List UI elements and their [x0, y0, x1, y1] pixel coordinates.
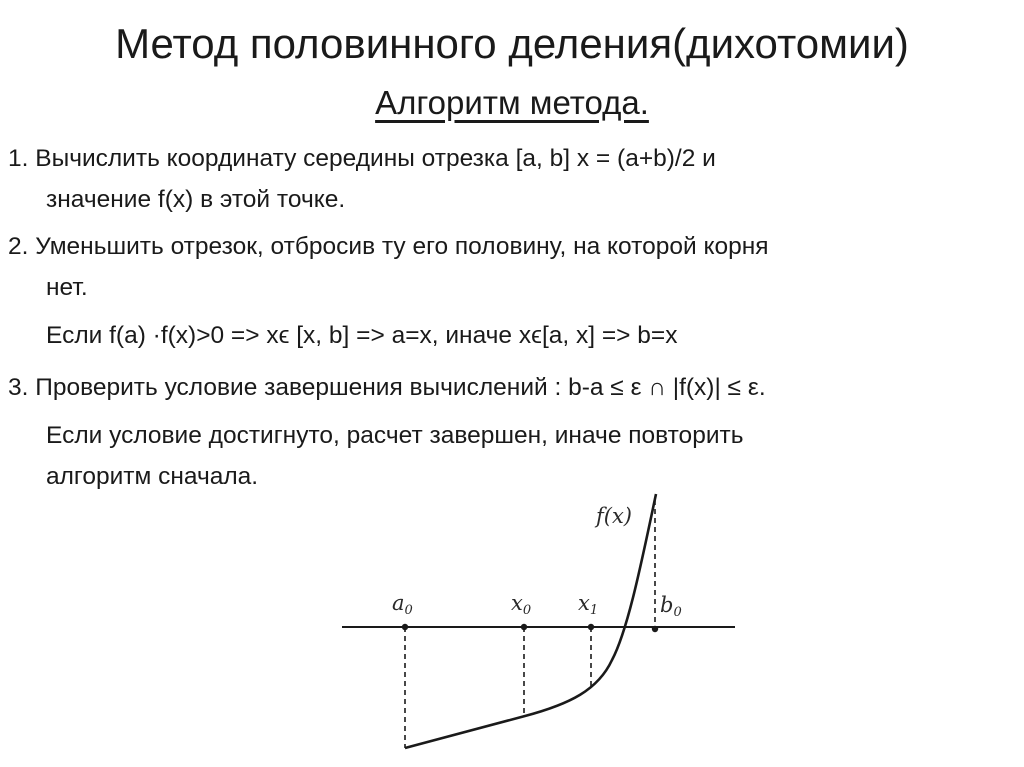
step-3-line-3: алгоритм сначала. — [46, 463, 259, 490]
x0-label: x0 — [511, 591, 532, 618]
a0-point — [402, 624, 408, 630]
b0-point — [652, 626, 658, 632]
step-2-line-1: 2. Уменьшить отрезок, отбросив ту его половину, на которой корня — [8, 233, 769, 260]
x1-point — [588, 624, 594, 630]
step-3-line-2: Если условие достигнуто, расчет завершен, иначе повторить — [46, 422, 744, 449]
slide-title: Метод половинного деления(дихотомии) — [115, 20, 909, 67]
step-3-line-1: 3. Проверить условие завершения вычислений : b-a ≤ ε ∩ |f(x)| ≤ ε. — [8, 374, 766, 401]
x0-point — [521, 624, 527, 630]
function-curve — [405, 494, 656, 748]
b0-label: b0 — [660, 593, 682, 620]
function-label: f(x) — [596, 504, 633, 528]
step-1-line-2: значение f(x) в этой точке. — [46, 186, 346, 213]
step-2-line-2: нет. — [46, 274, 88, 301]
step-1-line-1: 1. Вычислить координату середины отрезка [a, b] x = (a+b)/2 и — [8, 145, 716, 172]
step-2-condition: Если f(a) ·f(x)>0 => xϵ [x, b] => a=x, иначе xϵ[a, x] => b=x — [46, 322, 678, 349]
slide-subtitle: Алгоритм метода. — [375, 84, 649, 121]
a0-label: a0 — [392, 591, 413, 618]
x1-label: x1 — [578, 591, 599, 618]
